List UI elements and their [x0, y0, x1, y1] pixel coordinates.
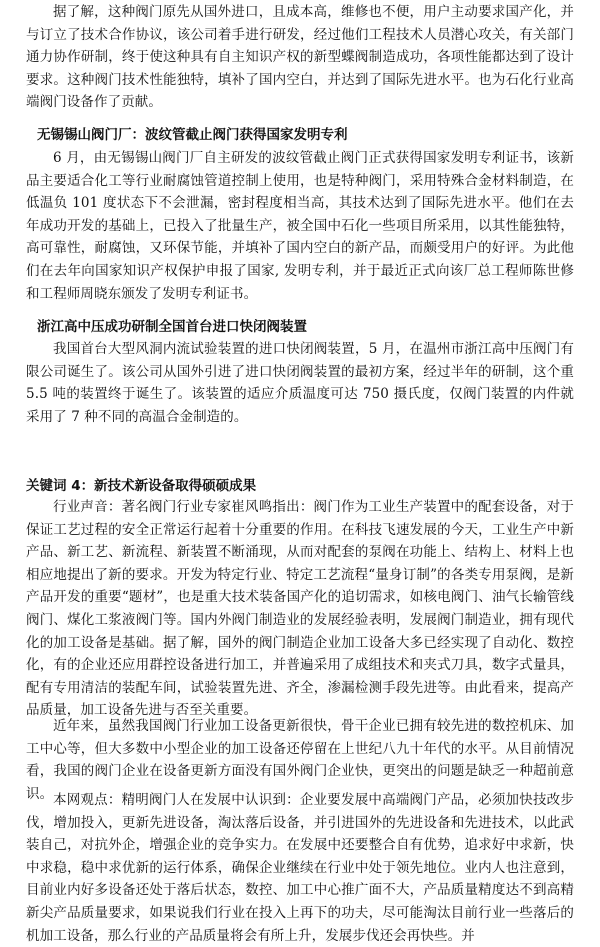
section-heading-wuxi: 无锡锡山阀门厂：波纹管截止阀门获得国家发明专利	[37, 127, 348, 143]
keyword4-paragraph-viewpoint: 本网观点：精明阀门人在发展中认识到：企业要发展中高端阀门产品，必须加快技改步伐，增加投入，更新先进设备，淘汰落后设备，并引进国外的先进设备和先进技术，以此武装自己，对抗外企，增强企业的竞争实力。在发展中还要整合自有优势，追求好中求新，快中求稳，稳中求优新的运行体系，确保企业继续在行业中处于领先地位。业内人也注意到，目前业内好多设备还处于落后状态，数控、加工中心推广面不大，产品质量精度达不到高精新尖产品质量要求，如果说我们行业在投入上再下的功夫，尽可能淘汰目前行业一些落后的机加工设备，那么行业的产品质量将会有所上升，发展步伐还会再快些。并	[26, 792, 574, 944]
intro-paragraph: 据了解，这种阀门原先从国外进口，且成本高，维修也不便，用户主动要求国产化，并与订立了技术合作协议，该公司着手进行研发，经过他们工程技术人员潜心攻关，有关部门通力协作研制，终于使这种具有自主知识产权的新型蝶阀制造成功，各项性能都达到了设计要求。这种阀门技术性能独特，填补了国内空白，并达到了国际先进水平。也为石化行业高端阀门设备作了贡献。	[26, 4, 574, 111]
keyword4-paragraph-industry-voice: 行业声音：著名阀门行业专家崔风鸣指出：阀门作为工业生产装置中的配套设备，对于保证工艺过程的安全正常运行起着十分重要的作用。在科技飞速发展的今天，工业生产中新产品、新工艺、新流程、新装置不断涌现，从而对配套的泵阀在功能上、结构上、材料上也相应地提出了新的要求。开发为特定行业、特定工艺流程“量身订制”的各类专用泵阀，是新产品开发的重要“题材”，也是重大技术装备国产化的追切需求，如核电阀门、油气长输管线阀门、煤化工浆液阀门等。国内外阀门制造业的发展经验表明，发展阀门制造业，拥有现代化的加工设备是基础。据了解，国外的阀门制造企业加工设备大多已经实现了自动化、数控化，有的企业还应用群控设备进行加工，并普遍采用了成组技术和夹式刀具，数字式量具，配有专用清洁的装配车间，试验装置先进、齐全，渗漏检测手段先进等。由此看来，提高产品质量，加工设备先进与否至关重要。	[26, 499, 574, 719]
keyword4-paragraph-recent-years: 近年来，虽然我国阀门行业加工设备更新很快，骨干企业已拥有较先进的数控机床、加工中心等，但大多数中小型企业的加工设备还停留在上世纪八九十年代的水平。从目前情况看，我国的阀门企业在设备更新方面没有国外阀门企业快，更突出的问题是缺乏一种超前意识。	[26, 718, 574, 802]
section-paragraph-wuxi: 6 月，由无锡锡山阀门厂自主研发的波纹管截止阀门正式获得国家发明专利证书，该新品主要适合化工等行业耐腐蚀管道控制上使用，也是特种阀门，采用特殊合金材料制造，在低温负 101 度状态下不会泄漏，密封程度相当高，其技术达到了国际先进水平。他们在去年成功开发的基础上，已投入了批量生产，被全国中石化一些项目所采用，以其性能独特，高可靠性，耐腐蚀，又环保节能，并填补了国内空白的新产品，而颇受用户的好评。为此他们在去年向国家知识产权保护申报了国家, 发明专利，并于最近正式向该厂总工程师陈世修和工程师周晓东颁发了发明专利证书。	[26, 150, 574, 302]
section-heading-keyword4: 关键词 4：新技术新设备取得硕硕成果	[26, 478, 257, 494]
section-paragraph-zhejiang: 我国首台大型风洞内流试验装置的进口快闭阀装置，5 月，在温州市浙江高中压阀门有限公司诞生了。该公司从国外引进了进口快闭阀装置的最初方案，经过半年的研制，这个重 5.5 吨的装置终于诞生了。该装置的适应介质温度可达 750 摄氏度，仅阀门装置的内件就采用了 7 种不同的高温合金制造的。	[26, 341, 574, 425]
section-heading-zhejiang: 浙江高中压成功研制全国首台进口快闭阀装置	[37, 319, 307, 335]
